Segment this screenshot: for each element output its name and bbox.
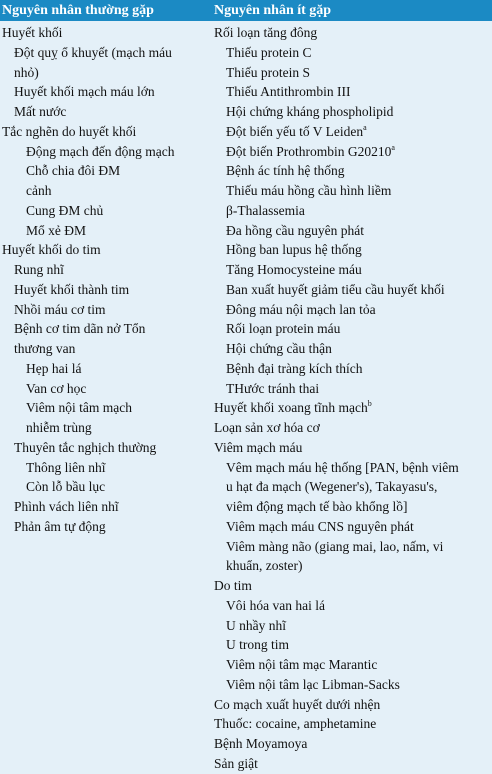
col2-item	[212, 714, 492, 734]
col1-item	[0, 181, 206, 201]
footnote-marker: a	[391, 142, 395, 152]
col2-item-text: Tăng Homocysteine máu	[226, 262, 362, 277]
col2-item-text: Đa hồng cầu nguyên phát	[226, 222, 364, 238]
col1-item-text: cảnh	[26, 183, 52, 198]
col2-item	[212, 300, 492, 320]
col1-item	[0, 418, 206, 438]
col2-item	[212, 23, 492, 43]
col2-item-text: Hội chứng cầu thận	[226, 341, 332, 356]
col2-item	[212, 517, 492, 537]
col1-item-text: Đột quỵ ổ khuyết (mạch máu	[14, 44, 172, 60]
col2-item	[212, 616, 492, 636]
col2-item-text: Thuốc: cocaine, amphetamine	[214, 716, 377, 732]
col2-item-text: Co mạch xuất huyết dưới nhện	[214, 696, 381, 712]
col2-item-text: Hội chứng kháng phospholipid	[226, 104, 394, 119]
col1-item-text: Phình vách liên nhĩ	[14, 499, 119, 514]
col2-item	[212, 477, 492, 497]
col2-item	[212, 359, 492, 379]
col1-item-text: Huyết khối thành tim	[14, 281, 130, 297]
col1-item-text: Cung ĐM chủ	[26, 202, 104, 218]
col2-item-text: β-Thalassemia	[226, 202, 305, 218]
col2-item-text: Thiếu Antithrombin III	[226, 84, 351, 100]
col2-item	[212, 379, 492, 399]
col2-item-text: Ban xuất huyết giảm tiểu cầu huyết khối	[226, 281, 445, 297]
col1-item	[0, 23, 206, 43]
col2-item-text: Sản giật	[214, 755, 258, 771]
col2-item	[212, 63, 492, 83]
col2-item-text: viêm động mạch tế bào khổng lồ]	[226, 499, 408, 514]
col2-item-text: Thiếu protein C	[226, 44, 312, 60]
col1-item-text: Nhồi máu cơ tim	[14, 301, 106, 317]
col1-item-text: thương van	[14, 341, 76, 356]
col2-item	[212, 122, 492, 142]
col2-item	[212, 497, 492, 517]
col1-item	[0, 517, 206, 537]
header-rare-causes: Nguyên nhân ít gặp	[214, 3, 332, 18]
col2-item-text: U trong tim	[226, 637, 289, 653]
col1-item	[0, 161, 206, 181]
col1-item	[0, 201, 206, 221]
col2-item-text: Đột biến Prothrombin G20210	[226, 143, 392, 159]
col2-item	[212, 319, 492, 339]
col1-item-text: Động mạch đến động mạch	[26, 143, 175, 159]
col2-item	[212, 418, 492, 438]
rare-causes-column	[212, 23, 492, 774]
col2-item	[212, 635, 492, 655]
col1-item	[0, 63, 206, 83]
col1-item-text: Mất nước	[14, 104, 67, 119]
col1-item	[0, 438, 206, 458]
col1-item	[0, 339, 206, 359]
col2-item-text: Viêm nội tâm mạc Marantic	[226, 657, 378, 672]
col2-item	[212, 240, 492, 260]
footnote-marker: b	[367, 399, 372, 409]
col2-item	[212, 102, 492, 122]
col2-item	[212, 596, 492, 616]
col2-item	[212, 221, 492, 241]
col2-item	[212, 576, 492, 596]
col2-item-text: Rối loạn tăng đông	[214, 25, 318, 40]
col2-item	[212, 181, 492, 201]
col2-item-text: THước tránh thai	[226, 380, 320, 396]
col1-item-text: Mổ xẻ ĐM	[26, 222, 86, 238]
col1-item	[0, 379, 206, 399]
col2-item-text: u hạt đa mạch (Wegener's), Takayasu's,	[226, 479, 438, 495]
col2-item	[212, 695, 492, 715]
col1-item	[0, 142, 206, 162]
col1-item	[0, 319, 206, 339]
col2-item	[212, 43, 492, 63]
col2-item-text: Hồng ban lupus hệ thống	[226, 242, 362, 258]
col1-item	[0, 398, 206, 418]
col1-item-text: Hẹp hai lá	[26, 360, 82, 376]
col2-item-text: Thiếu máu hồng cầu hình liềm	[226, 183, 392, 198]
col2-item-text: Viêm màng não (giang mai, lao, nấm, vi	[226, 538, 444, 554]
col2-item	[212, 438, 492, 458]
col1-item	[0, 260, 206, 280]
col1-item-text: Thuyên tắc nghịch thường	[14, 439, 157, 455]
col1-item	[0, 102, 206, 122]
col2-item-text: U nhầy nhĩ	[226, 617, 286, 633]
col1-item	[0, 122, 206, 142]
col2-item-text: Bệnh Moyamoya	[214, 736, 308, 751]
col1-item	[0, 300, 206, 320]
col1-item	[0, 43, 206, 63]
col2-item-text: khuẩn, zoster)	[226, 558, 303, 574]
col2-item-text: Rối loạn protein máu	[226, 321, 341, 337]
col1-item-text: Phản âm tự động	[14, 518, 106, 534]
col1-item	[0, 280, 206, 300]
header-common-causes: Nguyên nhân thường gặp	[2, 3, 154, 18]
col2-item-text: Vêm mạch máu hệ thống [PAN, bệnh viêm	[226, 459, 459, 475]
table-header	[0, 0, 492, 21]
footnote-marker: a	[363, 122, 367, 132]
col2-item	[212, 280, 492, 300]
col2-item	[212, 537, 492, 557]
col2-item	[212, 675, 492, 695]
col1-item-text: Còn lỗ bầu lục	[26, 479, 106, 495]
col2-item-text: Vôi hóa van hai lá	[226, 597, 325, 613]
col2-item-text: Viêm mạch máu CNS nguyên phát	[226, 518, 414, 534]
col2-item-text: Do tim	[214, 578, 252, 593]
col2-item	[212, 734, 492, 754]
col1-item	[0, 497, 206, 517]
col1-item-text: Huyết khối mạch máu lớn	[14, 84, 155, 100]
col1-item	[0, 82, 206, 102]
col1-item-text: Chỗ chia đôi ĐM	[26, 163, 121, 179]
col1-item-text: Thông liên nhĩ	[26, 459, 106, 475]
col1-item-text: Tắc nghẽn do huyết khối	[2, 123, 137, 139]
col1-item-text: Huyết khối do tim	[2, 242, 101, 258]
col1-item-text: nhỏ)	[14, 64, 39, 80]
col2-item-text: Loạn sản xơ hóa cơ	[214, 420, 320, 435]
col2-item-text: Viêm nội tâm lạc Libman-Sacks	[226, 676, 400, 692]
col2-item	[212, 142, 492, 162]
col2-item-text: Đông máu nội mạch lan tỏa	[226, 301, 376, 317]
col2-item-text: Viêm mạch máu	[214, 439, 303, 455]
col1-item-text: Van cơ học	[26, 380, 87, 396]
col2-item	[212, 458, 492, 478]
col1-item	[0, 359, 206, 379]
col2-item-text: Bệnh đại tràng kích thích	[226, 360, 363, 376]
col2-item	[212, 398, 492, 418]
col2-item	[212, 161, 492, 181]
col2-item-text: Bệnh ác tính hệ thống	[226, 163, 345, 179]
col1-item	[0, 221, 206, 241]
col1-item-text: Huyết khối	[2, 25, 63, 40]
col1-item	[0, 458, 206, 478]
col1-item-text: nhiễm trùng	[26, 420, 92, 435]
col1-item	[0, 477, 206, 497]
col2-item	[212, 82, 492, 102]
col1-item-text: Rung nhĩ	[14, 262, 64, 277]
col2-item	[212, 339, 492, 359]
col2-item	[212, 754, 492, 774]
col2-item	[212, 201, 492, 221]
col2-item	[212, 655, 492, 675]
col2-item	[212, 556, 492, 576]
col1-item-text: Viêm nội tâm mạch	[26, 400, 133, 416]
col1-item-text: Bệnh cơ tim dãn nở Tổn	[14, 321, 146, 337]
col2-item	[212, 260, 492, 280]
col2-item-text: Thiếu protein S	[226, 64, 310, 80]
common-causes-column	[0, 23, 206, 537]
col2-item-text: Huyết khối xoang tĩnh mạch	[214, 400, 368, 416]
col1-item	[0, 240, 206, 260]
col2-item-text: Đột biến yếu tố V Leiden	[226, 123, 364, 139]
